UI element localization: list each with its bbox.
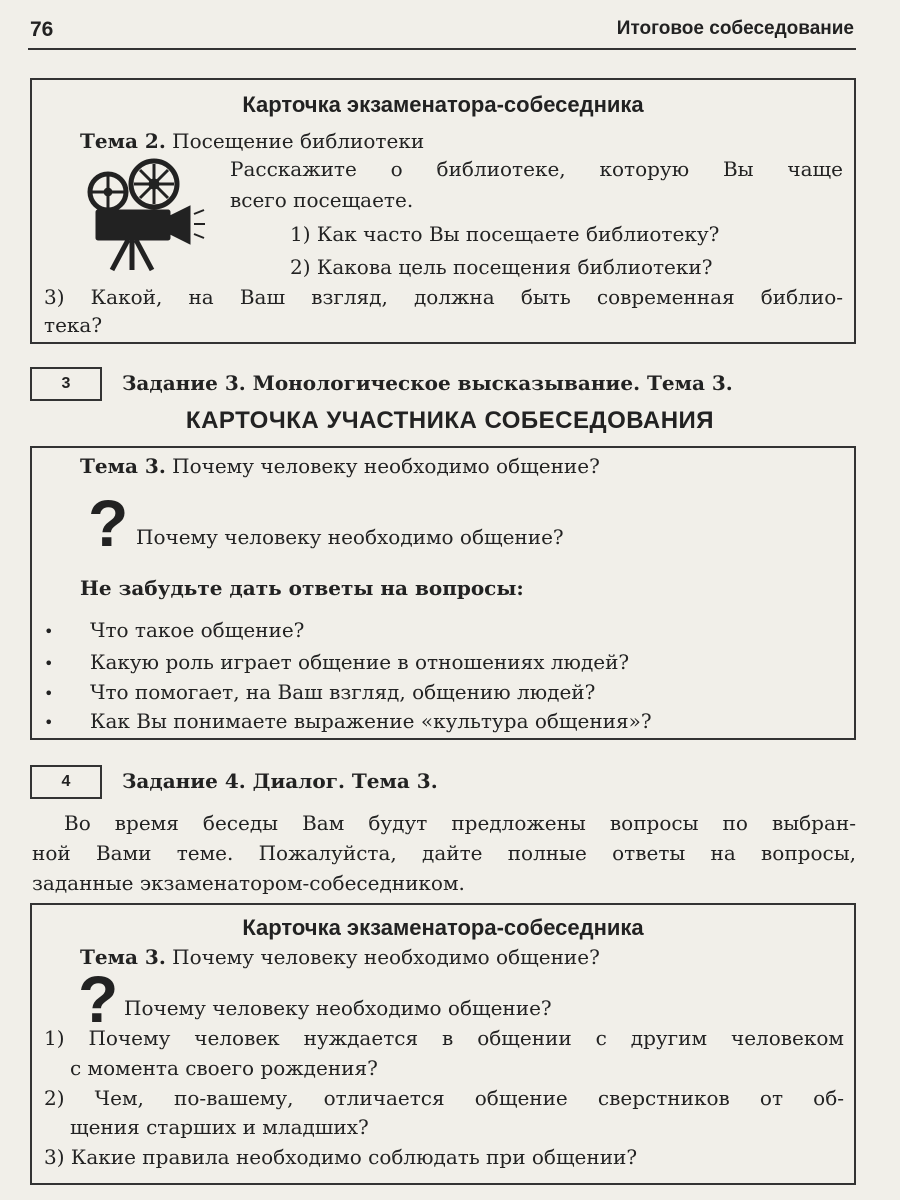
question-mark-icon: ?	[78, 962, 119, 1036]
bullet-icon: •	[44, 684, 54, 703]
running-title: Итоговое собеседование	[616, 18, 854, 39]
list-item: Как Вы понимаете выражение «культура общения»?	[90, 709, 652, 733]
list-item: Что помогает, на Ваш взгляд, общению людей?	[90, 680, 596, 704]
card-heading: Карточка экзаменатора-собеседника	[242, 92, 644, 117]
task-instructions: Во время беседы Вам будут предложены вопросы по выбран-	[64, 811, 856, 835]
reminder-heading: Не забудьте дать ответы на вопросы:	[80, 576, 524, 600]
task-title: Задание 3. Монологическое высказывание. Тема 3.	[122, 371, 733, 395]
card-intro-line: всего посещаете.	[230, 188, 414, 212]
topic-label: Тема 3.	[80, 945, 166, 969]
task-title: Задание 4. Диалог. Тема 3.	[122, 769, 438, 793]
topic-name: Почему человеку необходимо общение?	[172, 945, 600, 969]
page-number: 76	[30, 18, 54, 41]
question-item: 1) Как часто Вы посещаете библиотеку?	[290, 222, 720, 246]
topic-name: Посещение библиотеки	[172, 129, 425, 153]
page-header	[28, 12, 856, 50]
topic-label: Тема 3.	[80, 454, 166, 478]
question-item-cont: щения старших и младших?	[70, 1115, 369, 1139]
question-item: 2) Чем, по-вашему, отличается общение сверстников от об-	[44, 1086, 844, 1110]
question-item: 3) Какой, на Ваш взгляд, должна быть современная библио-	[44, 285, 843, 309]
topic-label: Тема 2.	[80, 129, 166, 153]
task-number-box: 3	[30, 367, 102, 401]
task-number-box: 4	[30, 765, 102, 799]
list-item: Какую роль играет общение в отношениях людей?	[90, 650, 630, 674]
question-item-cont: с момента своего рождения?	[70, 1056, 378, 1080]
list-item: Что такое общение?	[90, 618, 305, 642]
question-item: 3) Какие правила необходимо соблюдать при общении?	[44, 1145, 638, 1169]
topic-line	[80, 127, 424, 155]
question-item: 2) Какова цель посещения библиотеки?	[290, 255, 713, 279]
topic-line	[80, 452, 600, 480]
task-instructions: заданные экзаменатором-собеседником.	[32, 871, 465, 895]
main-question: Почему человеку необходимо общение?	[124, 996, 552, 1020]
question-item-cont: тека?	[44, 313, 103, 337]
question-mark-icon: ?	[88, 486, 129, 560]
card-intro-line: Расскажите о библиотеке, которую Вы чаще	[230, 157, 843, 181]
bullet-icon: •	[44, 654, 54, 673]
main-question: Почему человеку необходимо общение?	[136, 525, 564, 549]
topic-line	[80, 943, 600, 971]
film-projector-icon	[78, 158, 206, 272]
bullet-icon: •	[44, 713, 54, 732]
bullet-icon: •	[44, 622, 54, 641]
card-heading: Карточка экзаменатора-собеседника	[242, 915, 644, 940]
task-instructions: ной Вами теме. Пожалуйста, дайте полные ответы на вопросы,	[32, 841, 856, 865]
topic-name: Почему человеку необходимо общение?	[172, 454, 600, 478]
participant-card-heading: КАРТОЧКА УЧАСТНИКА СОБЕСЕДОВАНИЯ	[185, 407, 715, 434]
question-item: 1) Почему человек нуждается в общении с другим человеком	[44, 1026, 844, 1050]
